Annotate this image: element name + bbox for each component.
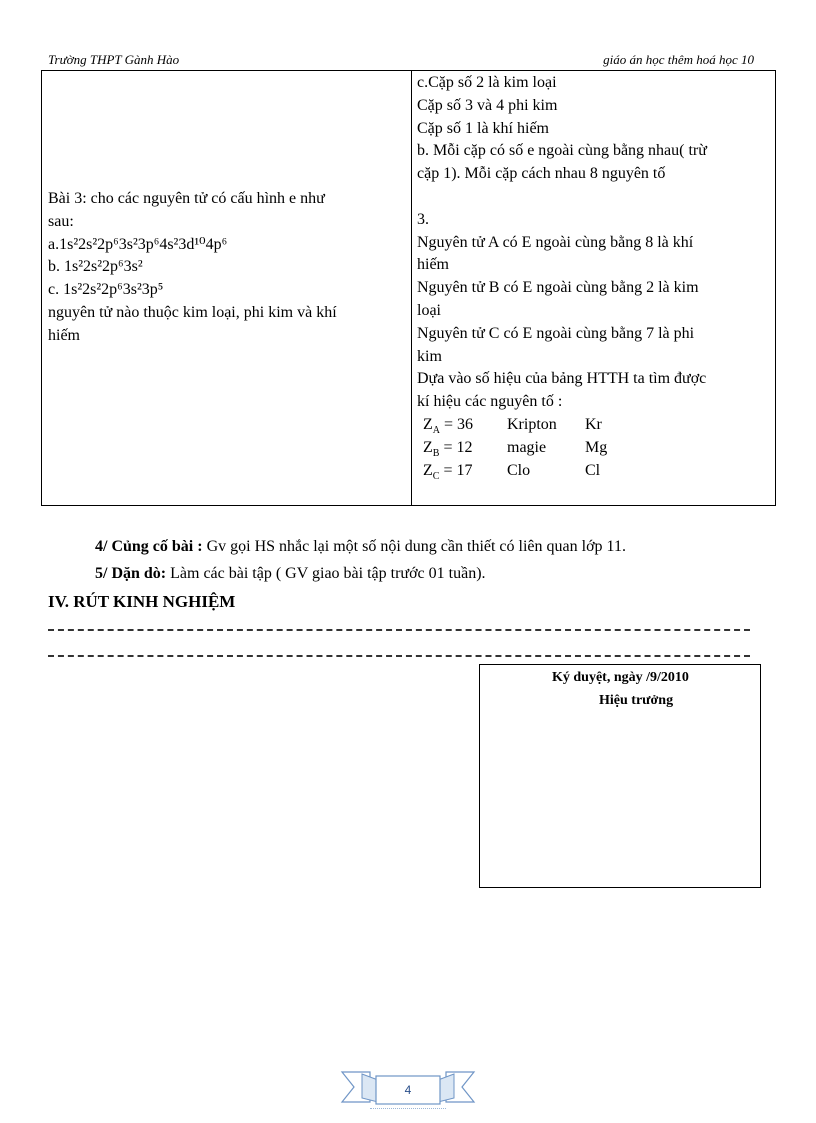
header-school: Trường THPT Gành Hào (48, 52, 180, 67)
page-number: 4 (404, 1083, 412, 1097)
right-line: 3. (417, 210, 429, 228)
right-line-blank (417, 186, 769, 209)
section-4-consolidation (95, 538, 626, 556)
dashed-writing-line (48, 655, 750, 657)
element-name: magie (507, 438, 547, 456)
header-subject: giáo án học thêm hoá học 10 (603, 52, 754, 67)
left-line: sau: (48, 212, 74, 230)
element-row-a (417, 414, 769, 437)
element-name: Kripton (507, 415, 557, 433)
section-4-label: 4/ Củng cố bài : (95, 538, 203, 555)
element-z: $Z_A = 36$ (423, 415, 474, 437)
left-line: c. 1s²2s²2p⁶3s²3p⁵ (48, 281, 164, 299)
right-line: cặp 1). Mỗi cặp cách nhau 8 nguyên tố (417, 165, 666, 183)
dashed-writing-line (48, 629, 750, 631)
right-line: Nguyên tử C có E ngoài cùng bằng 7 là phi (417, 324, 695, 342)
approval-title: Hiệu trưởng (599, 693, 674, 708)
left-line: hiếm (48, 326, 80, 344)
element-z: $Z_C = 17$ (423, 461, 473, 482)
left-line: b. 1s²2s²2p⁶3s² (48, 258, 143, 276)
page-number-banner (340, 1068, 476, 1108)
table-right-cell (417, 72, 769, 482)
left-line: a.1s²2s²2p⁶3s²3p⁶4s²3d¹⁰4p⁶ (48, 235, 228, 253)
table-column-divider (411, 70, 412, 505)
right-line: b. Mỗi cặp có số e ngoài cùng bằng nhau( trừ (417, 142, 707, 160)
right-line: Nguyên tử A có E ngoài cùng bằng 8 là khí (417, 233, 694, 251)
exercise-table (41, 70, 776, 506)
right-line: Nguyên tử B có E ngoài cùng bằng 2 là kim (417, 279, 699, 297)
table-left-cell (48, 188, 398, 348)
element-name: Clo (507, 461, 531, 479)
section-5-homework (95, 565, 486, 583)
approval-date: Ký duyệt, ngày /9/2010 (552, 670, 689, 685)
section-4-text: Gv gọi HS nhắc lại một số nội dung cần thiết có liên quan lớp 11. (202, 538, 626, 555)
element-row-c (417, 460, 769, 483)
element-symbol: Mg (585, 438, 608, 456)
right-line: loại (417, 301, 441, 319)
left-line: Bài 3: cho các nguyên tử có cấu hình e như (48, 190, 325, 207)
right-line: Dựa vào số hiệu của bảng HTTH ta tìm được (417, 370, 707, 388)
right-line: Cặp số 3 và 4 phi kim (417, 96, 558, 114)
section-5-label: 5/ Dặn dò: (95, 565, 167, 582)
right-line: hiếm (417, 256, 449, 274)
footer-dotted-rule (370, 1108, 446, 1109)
right-line: c.Cặp số 2 là kim loại (417, 74, 557, 91)
element-row-b (417, 437, 769, 460)
approval-signature-box (479, 664, 761, 888)
right-line: Cặp số 1 là khí hiếm (417, 119, 549, 137)
element-symbol: Kr (585, 415, 602, 433)
section-iv-title: IV. RÚT KINH NGHIỆM (48, 592, 236, 611)
element-z: $Z_B = 12$ (423, 438, 473, 459)
right-line: kí hiệu các nguyên tố : (417, 393, 563, 411)
right-line: kim (417, 347, 442, 365)
left-line: nguyên tử nào thuộc kim loại, phi kim và khí (48, 303, 337, 321)
element-symbol: Cl (585, 461, 601, 479)
section-5-text: Làm các bài tập ( GV giao bài tập trước 01 tuần). (166, 565, 486, 582)
